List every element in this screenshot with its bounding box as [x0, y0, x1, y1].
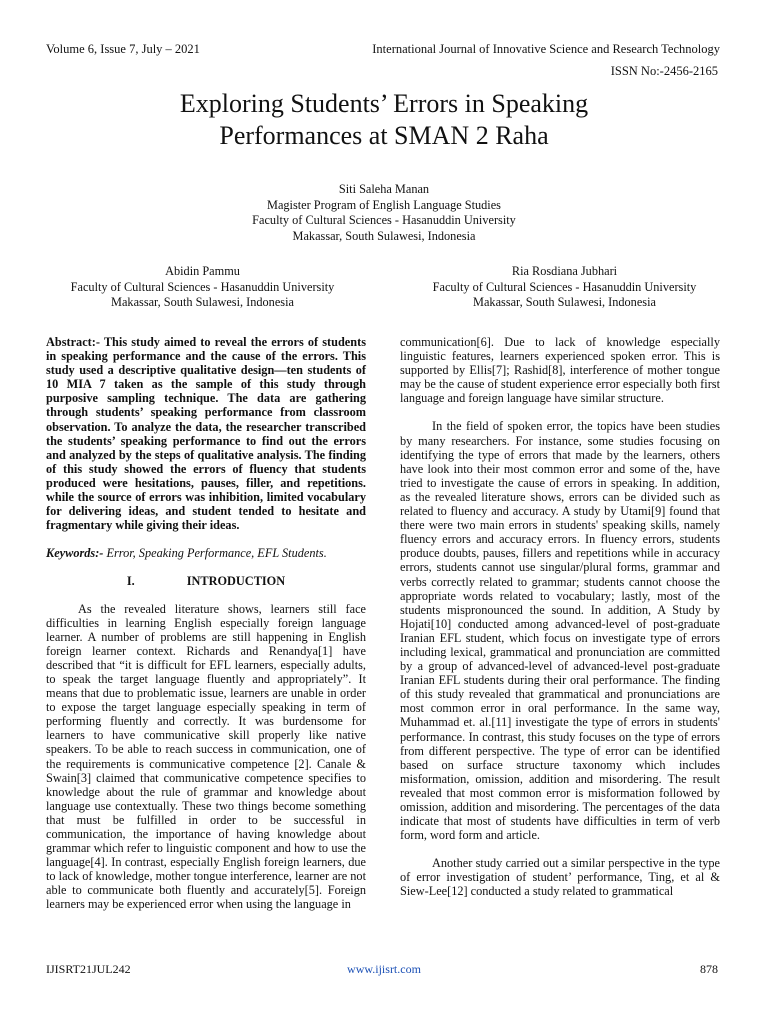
footer-website-link[interactable]: www.ijisrt.com	[347, 962, 421, 976]
author-affiliation: Makassar, South Sulawesi, Indonesia	[292, 228, 476, 243]
header-issn: ISSN No:-2456-2165	[610, 64, 718, 78]
section-number: I.	[126, 574, 135, 589]
abstract: Abstract:- This study aimed to reveal the errors of students in speaking performance and the cause of the errors. This study used a descriptive qualitative design—ten students of 10 MIA 7 taken as the sample of this study through purposive sampling technique. The data are gathering through students’ speaking performance from classroom observation. To analyze the data, the researcher transcribed the students’ speaking performance to find out the errors and analyzed by the steps of qualitative analysis. The finding of this study showed the errors of fluency that students produced were hesitations, pauses, filler, and repetitions. while the source of errors was inhibition, limited vocabulary for delivering ideas, and student tended to hesitate and fragmentary while giving their ideas.	[46, 335, 366, 533]
section-title: INTRODUCTION	[186, 574, 286, 589]
paragraph: Another study carried out a similar perspective in the type of error investigation of student’ performance, Ting, et al & Siew-Lee[12] conducted a study related to grammatical	[400, 856, 720, 899]
title-line-2: Performances at SMAN 2 Raha	[219, 121, 549, 150]
paper-title	[0, 88, 768, 152]
footer-paper-id: IJISRT21JUL242	[46, 962, 131, 976]
paragraph-intro: As the revealed literature shows, learners still face difficulties in learning English especially foreign language learner. A number of problems are still happening in English foreign learner context. Richards and Renandya[1] have described that “it is difficult for EFL learners, especially adults, to speak the target language fluently and appropriately”. It means that due to problematic issue, learners are unable in order to expose the target language especially speaking in term of performing fluently and correctly. It was burdensome for learners to have communicative skill properly like native speakers. To be able to reach success in communication, one of the requirements is communicative competence [2]. Canale & Swain[3] claimed that communicative competence specifies to knowledge about the rule of grammar and knowledge about language use contextually. These two things become something that must be fulfilled in order to be successful in communication, the importance of having knowledge about grammar which refer to linguistic component and how to use the language[4]. In contrast, especially English foreign learners, due to lack of knowledge, mother tongue interference, learner are not able to communicate both fluently and accurately[5]. Foreign learners may be experienced error when using the language in	[46, 601, 366, 912]
author-affiliation: Faculty of Cultural Sciences - Hasanuddin University	[70, 279, 335, 294]
section-heading	[46, 574, 366, 588]
author-affiliation: Faculty of Cultural Sciences - Hasanuddin University	[432, 279, 697, 294]
author-affiliation: Makassar, South Sulawesi, Indonesia	[111, 295, 294, 309]
header-volume: Volume 6, Issue 7, July – 2021	[46, 42, 200, 56]
paragraph: communication[6]. Due to lack of knowledge especially linguistic features, learners experienced spoken error. This is supported by Ellis[7]; Rashid[8], interference of mother tongue may be the cause of student experience error especially both first language and foreign language have similar structure.	[400, 335, 720, 406]
author-name: Abidin Pammu	[165, 264, 240, 278]
left-column	[46, 335, 366, 912]
author-affiliation: Makassar, South Sulawesi, Indonesia	[473, 295, 656, 309]
header-journal: International Journal of Innovative Science and Research Technology	[372, 42, 720, 56]
author-affiliation: Magister Program of English Language Studies	[267, 197, 501, 212]
author-name: Siti Saleha Manan	[338, 182, 430, 196]
author-name: Ria Rosdiana Jubhari	[511, 264, 618, 278]
keywords-label: Keywords:-	[46, 546, 104, 561]
keywords	[46, 546, 366, 560]
title-line-1: Exploring Students’ Errors in Speaking	[179, 89, 589, 118]
author-affiliation: Faculty of Cultural Sciences - Hasanuddin University	[252, 213, 516, 227]
paragraph: In the field of spoken error, the topics have been studies by many researchers. For instance, some studies focusing on identifying the type of errors that made by the learners, others have look into their most common error and some of the, have tried to investigate the cause of errors in speaking. In addition, as the revealed literature shows, errors can be divided such as related to fluency and accuracy. A study by Utami[9] found that there were two main errors in students' speaking skills, namely fluency errors and accuracy errors. In fluency errors, students produce doubts, pauses, fillers and repetitions while in accuracy errors, students cannot use singular/plural forms, grammar and verbs correctly related to grammar; students cannot choose the appropriate words related to vocabulary; lastly, most of the students mispronounced the sound. In addition, A Study by Hojati[10] conducted among advanced-level of post-graduate Iranian EFL student, which focus on investigate type of errors including lexical, grammatical and pronunciation are committed by a group of advanced-level of advanced-level post-graduate Iranian EFL students during their oral performance. The finding of this study revealed that grammatical and pronunciations are most common error in oral performance. In the same way, Muhammad et. al.[11] investigate the type of errors in students' performance. In contrast, this study focuses on the type of errors from different perspective. The type of error can be identified based on surface structure taxonomy which includes misformation, omission, addition and misordering. The result revealed that most common error is misformation followed by omission, addition and misordering. The percentages of the data indicate that most of students have difficulties in term of verb form, word form and article.	[400, 419, 720, 843]
footer-page-number: 878	[700, 962, 718, 976]
keywords-text: Error, Speaking Performance, EFL Students.	[103, 546, 327, 561]
author-main	[0, 182, 768, 244]
right-column	[400, 335, 720, 899]
author-right	[402, 264, 727, 311]
author-left	[40, 264, 365, 311]
